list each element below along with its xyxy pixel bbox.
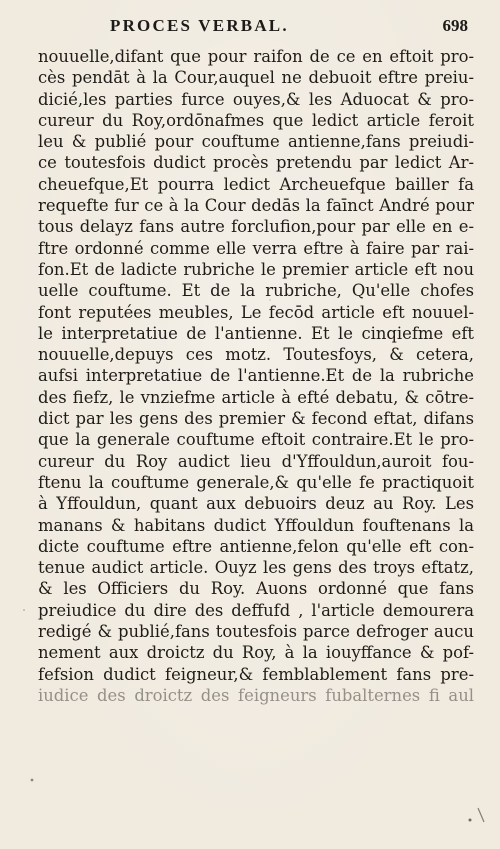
text-line: iudice des droictz des feigneurs fubalternes fi aul (38, 685, 474, 705)
text-line: nement aux droictz du Roy, à la iouyffance & pof- (38, 643, 474, 663)
running-head-title: PROCES VERBAL. (110, 16, 289, 35)
text-line: le interpretatiue de l'antienne. Et le cinqiefme eft (38, 323, 474, 343)
text-line: nouuelle,depuys ces motz. Toutesfoys, & cetera, (38, 345, 474, 365)
text-line: font reputées meubles, Le fecōd article eft nouuel- (38, 302, 474, 322)
text-line: preiudice du dire des deffufd , l'article demourera (38, 600, 474, 620)
text-line: ftenu la couftume generale,& qu'elle fe practiquoit (38, 472, 474, 492)
text-line: manans & habitans dudict Yffouldun fouftenans la (38, 515, 474, 535)
text-line: nouuelle,difant que pour raifon de ce en eftoit pro- (38, 47, 474, 66)
ink-speck (469, 819, 472, 822)
ink-speck (269, 299, 270, 300)
text-line: tous delayz fans autre forclufion,pour par elle en e- (38, 217, 474, 237)
text-line: à Yffouldun, quant aux debuoirs deuz au Roy. Les (38, 494, 474, 514)
text-line: cès pendāt à la Cour,auquel ne debuoit eftre preiu- (38, 68, 474, 88)
text-line: & les Officiers du Roy. Auons ordonné que fans (38, 579, 474, 599)
text-line: dicié,les parties furce ouyes,& les Aduocat & pro- (38, 89, 474, 109)
text-line: uelle couftume. Et de la rubriche, Qu'elle chofes (38, 281, 474, 301)
text-line: ftre ordonné comme elle verra eftre à faire par rai- (38, 238, 474, 258)
page-number: 698 (442, 16, 468, 35)
text-line: cureur du Roy,ordōnafmes que ledict article feroit (38, 110, 474, 130)
text-line: tenue audict article. Ouyz les gens des troys eftatz, (38, 558, 474, 578)
text-line: dicte couftume eftre antienne,felon qu'elle eft con- (38, 536, 474, 556)
text-line: redigé & publié,fans toutesfois parce defroger aucu (38, 622, 474, 642)
ink-speck (23, 609, 25, 611)
text-line: des fiefz, le vnziefme article à efté debatu, & cōtre- (38, 387, 474, 407)
text-line: dict par les gens des premier & fecond eftat, difans (38, 409, 474, 429)
text-line: que la generale couftume eftoit contraire.Et le pro- (38, 430, 474, 450)
ink-speck (31, 779, 34, 782)
text-line: cheuefque,Et pourra ledict Archeuefque bailler fa (38, 174, 474, 194)
text-line: aufsi interpretatiue de l'antienne.Et de la rubriche (38, 366, 474, 386)
text-line: fon.Et de ladicte rubriche le premier article eft nou (38, 259, 474, 279)
ink-speck (478, 808, 484, 822)
text-line: requefte fur ce à la Cour dedās la faīnct André pour (38, 196, 474, 216)
text-line: ce toutesfois dudict procès pretendu par ledict Ar- (38, 153, 474, 173)
text-line: leu & publié pour couftume antienne,fans preiudi- (38, 132, 474, 152)
text-line: fefsion dudict feigneur,& femblablement fans pre- (38, 664, 474, 684)
text-line: cureur du Roy audict lieu d'Yffouldun,auroit fou- (38, 451, 474, 471)
